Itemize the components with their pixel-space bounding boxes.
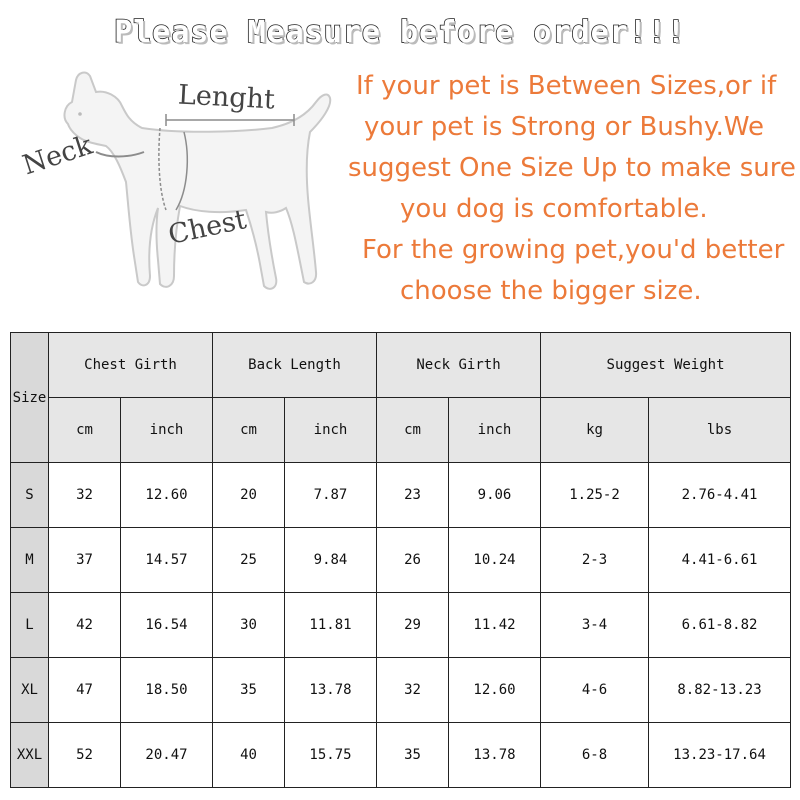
table-cell: 16.54 bbox=[121, 593, 213, 658]
dog-eye bbox=[78, 112, 82, 116]
chest-label: Chest bbox=[165, 204, 250, 251]
table-cell: 2.76-4.41 bbox=[649, 463, 791, 528]
table-row bbox=[11, 723, 791, 788]
size-cell: XXL bbox=[11, 723, 49, 788]
dog-silhouette-icon bbox=[10, 62, 340, 322]
table-cell: 4-6 bbox=[541, 658, 649, 723]
table-row bbox=[11, 593, 791, 658]
group-header-chest: Chest Girth bbox=[49, 333, 213, 398]
group-header-neck: Neck Girth bbox=[377, 333, 541, 398]
table-cell: 6-8 bbox=[541, 723, 649, 788]
table-cell: 37 bbox=[49, 528, 121, 593]
table-cell: 11.81 bbox=[285, 593, 377, 658]
table-cell: 30 bbox=[213, 593, 285, 658]
size-header: Size bbox=[11, 333, 49, 463]
table-cell: 10.24 bbox=[449, 528, 541, 593]
table-row bbox=[11, 658, 791, 723]
table-cell: 25 bbox=[213, 528, 285, 593]
table-cell: 14.57 bbox=[121, 528, 213, 593]
table-cell: 4.41-6.61 bbox=[649, 528, 791, 593]
table-cell: 3-4 bbox=[541, 593, 649, 658]
advice-line: suggest One Size Up to make sure bbox=[348, 153, 796, 183]
unit-header: inch bbox=[285, 398, 377, 463]
table-cell: 13.78 bbox=[449, 723, 541, 788]
table-cell: 13.78 bbox=[285, 658, 377, 723]
table-cell: 6.61-8.82 bbox=[649, 593, 791, 658]
unit-header: inch bbox=[121, 398, 213, 463]
size-cell: L bbox=[11, 593, 49, 658]
table-cell: 40 bbox=[213, 723, 285, 788]
table-cell: 2-3 bbox=[541, 528, 649, 593]
table-cell: 18.50 bbox=[121, 658, 213, 723]
advice-line: For the growing pet,you'd better bbox=[362, 235, 785, 265]
unit-header: inch bbox=[449, 398, 541, 463]
advice-line: If your pet is Between Sizes,or if bbox=[356, 71, 777, 101]
table-cell: 9.06 bbox=[449, 463, 541, 528]
advice-line: your pet is Strong or Bushy.We bbox=[364, 112, 765, 142]
table-row bbox=[11, 463, 791, 528]
group-header-weight: Suggest Weight bbox=[541, 333, 791, 398]
table-cell: 12.60 bbox=[121, 463, 213, 528]
table-cell: 42 bbox=[49, 593, 121, 658]
table-cell: 8.82-13.23 bbox=[649, 658, 791, 723]
banner-title: Please Measure before order!!! bbox=[114, 15, 686, 50]
table-cell: 15.75 bbox=[285, 723, 377, 788]
table-cell: 20 bbox=[213, 463, 285, 528]
unit-header: cm bbox=[213, 398, 285, 463]
unit-header-row bbox=[11, 398, 791, 463]
size-cell: M bbox=[11, 528, 49, 593]
table-cell: 12.60 bbox=[449, 658, 541, 723]
size-cell: S bbox=[11, 463, 49, 528]
unit-header: cm bbox=[49, 398, 121, 463]
length-label: Lenght bbox=[177, 79, 276, 116]
table-cell: 47 bbox=[49, 658, 121, 723]
banner bbox=[0, 8, 800, 58]
table-cell: 32 bbox=[49, 463, 121, 528]
table-cell: 1.25-2 bbox=[541, 463, 649, 528]
unit-header: kg bbox=[541, 398, 649, 463]
size-cell: XL bbox=[11, 658, 49, 723]
dog-illustration bbox=[10, 62, 340, 322]
table-cell: 23 bbox=[377, 463, 449, 528]
size-chart-table bbox=[10, 332, 791, 788]
group-header-row bbox=[11, 333, 791, 398]
unit-header: lbs bbox=[649, 398, 791, 463]
table-cell: 20.47 bbox=[121, 723, 213, 788]
unit-header: cm bbox=[377, 398, 449, 463]
neck-label: Neck bbox=[18, 129, 97, 182]
table-row bbox=[11, 528, 791, 593]
group-header-back: Back Length bbox=[213, 333, 377, 398]
table-cell: 32 bbox=[377, 658, 449, 723]
table-cell: 13.23-17.64 bbox=[649, 723, 791, 788]
sizing-advice bbox=[338, 66, 796, 312]
advice-line: choose the bigger size. bbox=[400, 276, 702, 306]
advice-line: you dog is comfortable. bbox=[400, 194, 708, 224]
table-cell: 29 bbox=[377, 593, 449, 658]
table-cell: 11.42 bbox=[449, 593, 541, 658]
table-cell: 26 bbox=[377, 528, 449, 593]
table-cell: 35 bbox=[213, 658, 285, 723]
table-cell: 35 bbox=[377, 723, 449, 788]
table-cell: 52 bbox=[49, 723, 121, 788]
table-cell: 9.84 bbox=[285, 528, 377, 593]
table-cell: 7.87 bbox=[285, 463, 377, 528]
